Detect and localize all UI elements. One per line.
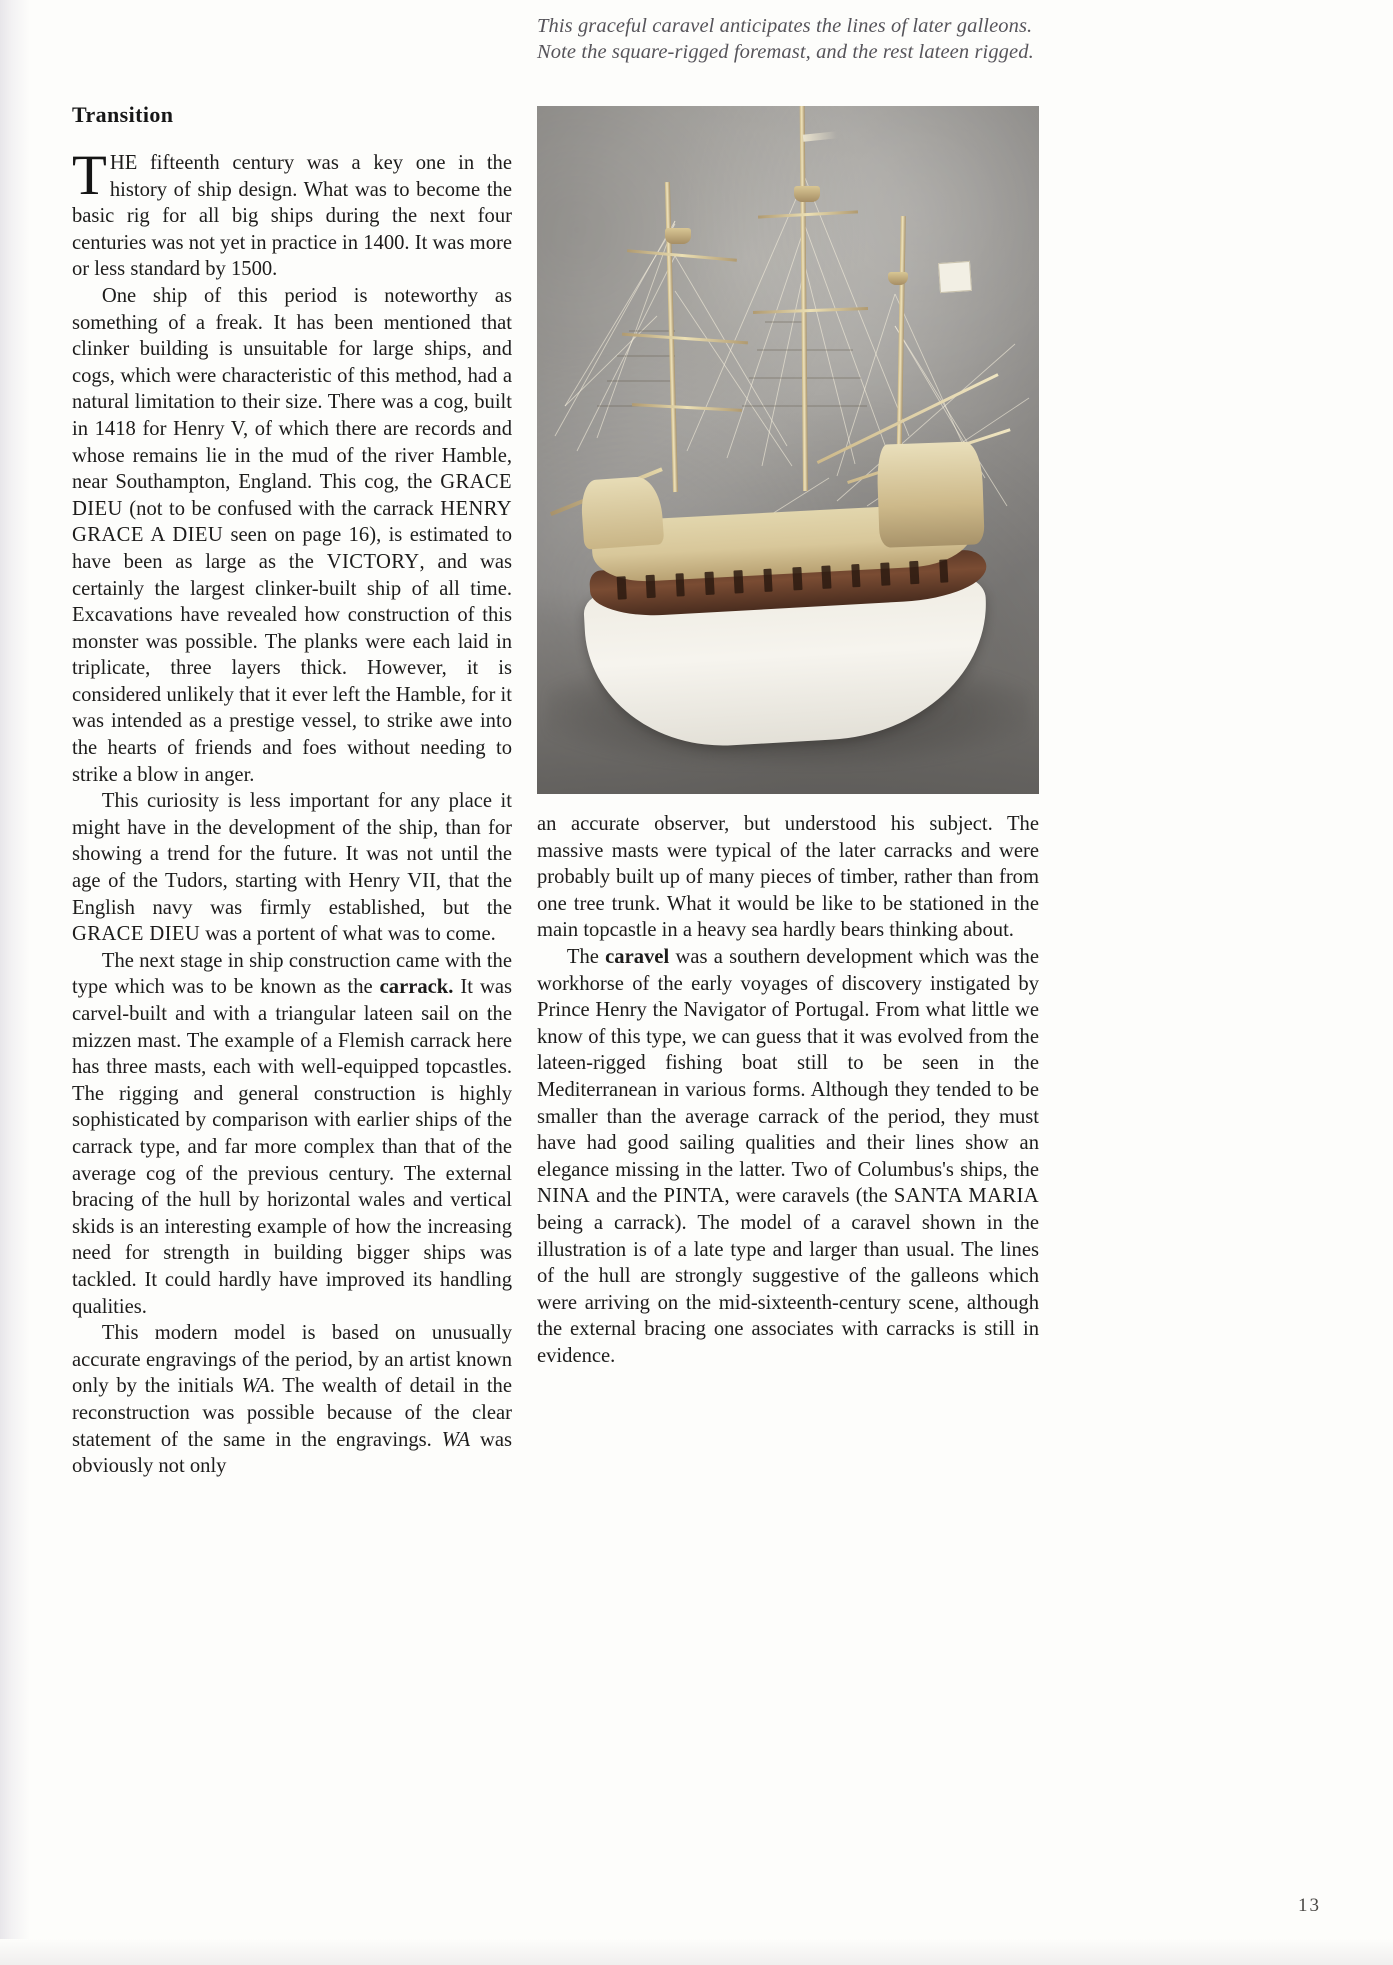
page-number: 13 xyxy=(1298,1895,1321,1916)
mainmast-topcastle xyxy=(794,186,820,202)
sterncastle xyxy=(877,441,986,548)
drop-cap: T xyxy=(72,144,107,207)
foremast-topcastle xyxy=(665,228,691,244)
figure-caption: This graceful caravel anticipates the lines of later galleons. Note the square-rigged foremast, and the rest lateen rigged. xyxy=(537,15,1034,63)
paragraph: an accurate observer, but understood his subject. The massive masts were typical of the later carracks and were probably built up of many pieces of timber, rather than from one tree trunk. What it would be like to be stationed in the main topcastle in a heavy sea hardly bears thinking about. xyxy=(537,813,1039,942)
caravel-model-photograph xyxy=(537,106,1039,794)
forecastle xyxy=(580,475,665,549)
paragraph: This curiosity is less important for any place it might have in the development of the ship, than for showing a trend for the future. It was not until the age of the Tudors, starting with Henry VII, that the English navy was firmly established, but the GRACE DIEU was a portent of what was to come. xyxy=(72,790,512,946)
body-text-column-left xyxy=(72,144,513,1480)
ship-name-smallcaps: PINTA xyxy=(663,1185,725,1208)
term-bold: carrack. xyxy=(379,976,454,999)
paragraph: The next stage in ship construction came with the type which was to be known as the carrack. It was carvel-built and with a triangular lateen sail on the mizzen mast. The example of a Flemish carrack here has three masts, each with well-equipped topcastles. The rigging and general construction is highly sophisticated by comparison with earlier ships of the carrack type, and far more complex than that of the average cog of the previous century. The external bracing of the hull by horizontal wales and vertical skids is an interesting example of how the increasing need for strength in building bigger ships was tackled. It could hardly have improved its handling qualities. xyxy=(72,949,513,1318)
page-edge-shading-bottom xyxy=(0,1939,1393,1965)
ship-name-smallcaps: NINA xyxy=(537,1185,591,1208)
ship-name-smallcaps: HENRY GRACE A DIEU xyxy=(72,497,512,547)
term-bold: caravel xyxy=(605,945,670,968)
body-text-column-right xyxy=(537,811,1039,1369)
term-italic: WA xyxy=(241,1375,270,1398)
ship-name-smallcaps: GRACE DIEU xyxy=(72,923,201,946)
paragraph: This modern model is based on unusually accurate engravings of the period, by an artist known only by the initials WA. The wealth of detail in the reconstruction was possible because of the clear statement of the same in the engravings. WA was obviously not only xyxy=(72,1322,512,1478)
paragraph: THE fifteenth century was a key one in the history of ship design. What was to become the basic rig for all big ships during the next four centuries was not yet in practice in 1400. It was more or less standard by 1500. xyxy=(72,144,512,281)
ship-name-smallcaps: SANTA MARIA xyxy=(893,1185,1040,1208)
page-edge-shading-left xyxy=(0,0,30,1965)
page-title: Transition xyxy=(72,102,174,127)
term-italic: WA xyxy=(441,1428,471,1451)
ship-name-smallcaps: VICTORY xyxy=(326,550,420,573)
photo-content xyxy=(537,106,1039,794)
stern-flag xyxy=(938,261,972,293)
ship-name-smallcaps: GRACE DIEU xyxy=(72,471,512,520)
paragraph: One ship of this period is noteworthy as something of a freak. It has been mentioned that clinker building is unsuitable for large ships, and cogs, which were characteristic of this method, had a natural limitation to their size. There was a cog, built in 1418 for Henry V, of which there are records and whose remains lie in the mud of the river Hamble, near Southampton, England. This cog, the GRACE DIEU (not to be confused with the carrack HENRY GRACE A DIEU seen on page 16), is estimated to have been as large as the VICTORY, and was certainly the largest clinker-built ship of all time. Excavations have revealed how construction of this monster was possible. The planks were each laid in triplicate, three layers thick. However, it is considered unlikely that it ever left the Hamble, for it was intended as a prestige vessel, to strike awe into the hearts of friends and foes without needing to strike a blow in anger. xyxy=(72,284,512,786)
paragraph: The caravel was a southern development which was the workhorse of the early voyages of discovery instigated by Prince Henry the Navigator of Portugal. From what little we know of this type, we can guess that it was evolved from the lateen-rigged fishing boat still to be seen in the Mediterranean in various forms. Although they tended to be smaller than the average carrack of the period, they must have had good sailing qualities and their lines show an elegance missing in the latter. Two of Columbus's ships, the NINA and the PINTA, were caravels (the SANTA MARIA being a carrack). The model of a caravel shown in the illustration is of a late type and larger than usual. The lines of the hull are strongly suggestive of the galleons which were arriving on the mid-sixteenth-century scene, although the external bracing one associates with carracks is still in evidence. xyxy=(537,945,1040,1367)
